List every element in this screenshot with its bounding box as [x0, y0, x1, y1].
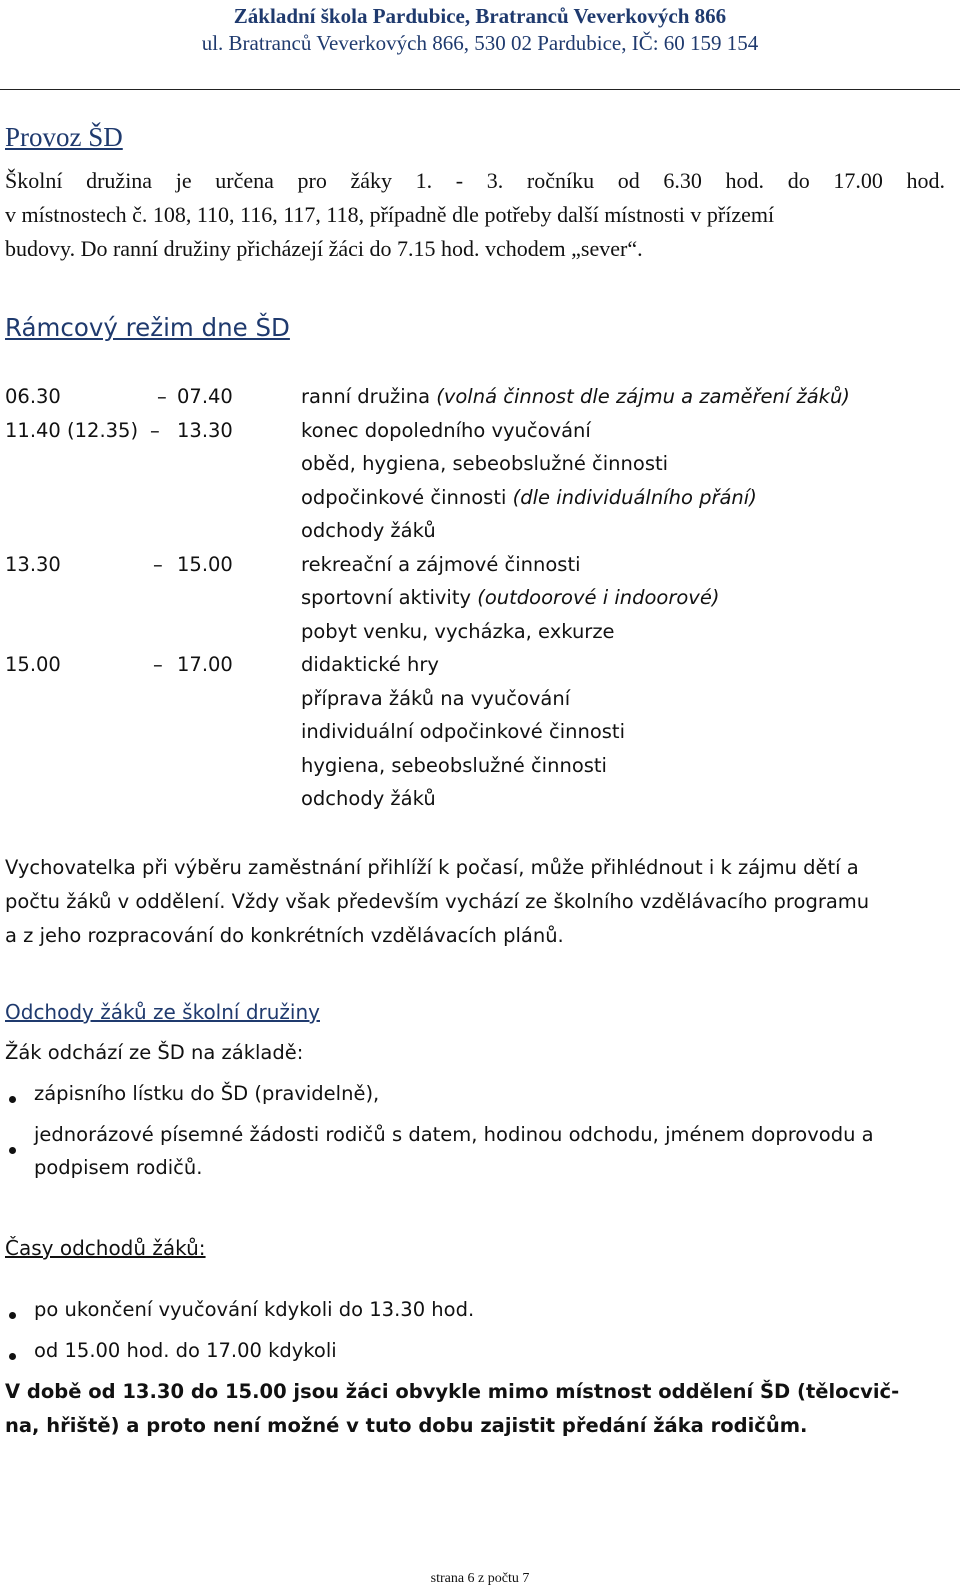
- school-address: ul. Bratranců Veverkových 866, 530 02 Pardubice, IČ: 60 159 154: [201, 31, 759, 55]
- list-item-continuation: podpisem rodičů.: [34, 1156, 203, 1179]
- schedule-dash: –: [150, 418, 160, 442]
- schedule-activity: [301, 385, 850, 408]
- schedule-activity: [301, 419, 591, 442]
- schedule-dash: –: [157, 385, 167, 408]
- schedule-activity: [301, 653, 439, 676]
- bullet-icon: [9, 1147, 16, 1154]
- schedule-activity-text: odpočinkové činnosti: [301, 485, 513, 509]
- schedule-activity-text: didaktické hry: [301, 653, 439, 676]
- bullet-icon: [9, 1312, 16, 1319]
- schedule-time-end: 15.00: [177, 552, 233, 576]
- schedule-time-start: 11.40 (12.35): [5, 418, 139, 442]
- schedule-activity: [301, 720, 625, 743]
- section-title-odchody: Odchody žáků ze školní družiny: [5, 1000, 320, 1024]
- schedule-activity-note: (volná činnost dle zájmu a zaměření žáků): [436, 385, 850, 408]
- schedule-activity: [301, 586, 719, 609]
- schedule-dash: –: [153, 552, 163, 576]
- note-line: na, hřiště) a proto není možné v tuto dobu zajistit předání žáka rodičům.: [5, 1414, 808, 1437]
- schedule-activity-text: sportovní aktivity: [301, 586, 478, 609]
- schedule-activity: [301, 754, 607, 777]
- schedule-time-end: 07.40: [177, 385, 233, 408]
- schedule-activity: [301, 486, 757, 509]
- schedule-activity: [301, 452, 668, 475]
- provoz-line: budovy. Do ranní družiny přicházejí žáci do 7.15 hod. vchodem „sever“.: [5, 236, 643, 261]
- schedule-activity-text: konec dopoledního vyučování: [301, 418, 591, 442]
- schedule-activity-text: hygiena, sebeobslužné činnosti: [301, 753, 607, 777]
- list-item: od 15.00 hod. do 17.00 kdykoli: [34, 1339, 337, 1362]
- schedule-activity: [301, 519, 436, 542]
- note-line: V době od 13.30 do 15.00 jsou žáci obvykle mimo místnost oddělení ŠD (tělocvič-: [5, 1380, 900, 1403]
- section-title-rezim: Rámcový režim dne ŠD: [5, 313, 290, 342]
- schedule-activity-note: (dle individuálního přání): [512, 485, 757, 509]
- list-item: po ukončení vyučování kdykoli do 13.30 hod.: [34, 1298, 475, 1321]
- schedule-activity: [301, 620, 615, 643]
- schedule-activity-note: (outdoorové i indoorové): [477, 586, 720, 609]
- odchody-intro: Žák odchází ze ŠD na základě:: [5, 1041, 304, 1064]
- schedule-activity: [301, 553, 581, 576]
- schedule-activity-text: rekreační a zájmové činnosti: [301, 552, 581, 576]
- paragraph-line: počtu žáků v oddělení. Vždy však především vychází ze školního vzdělávacího programu: [5, 890, 870, 913]
- schedule-activity-text: odchody žáků: [301, 787, 436, 810]
- paragraph-line: Vychovatelka při výběru zaměstnání přihlíží k počasí, může přihlédnout i k zájmu dětí a: [5, 856, 859, 879]
- bullet-icon: [9, 1353, 16, 1360]
- schedule-activity-text: příprava žáků na vyučování: [301, 686, 571, 710]
- list-item: zápisního lístku do ŠD (pravidelně),: [34, 1082, 380, 1105]
- header-divider: [0, 89, 960, 90]
- schedule-activity: [301, 687, 570, 710]
- schedule-time-end: 17.00: [177, 653, 233, 676]
- schedule-time-end: 13.30: [177, 418, 233, 442]
- schedule-activity-text: pobyt venku, vycházka, exkurze: [301, 619, 615, 643]
- paragraph-line: a z jeho rozpracování do konkrétních vzdělávacích plánů.: [5, 924, 564, 947]
- schedule-dash: –: [153, 653, 163, 676]
- schedule-time-start: 15.00: [5, 653, 61, 676]
- schedule-time-start: 06.30: [5, 385, 61, 408]
- section-title-provoz: Provoz ŠD: [5, 122, 123, 152]
- list-item: jednorázové písemné žádosti rodičů s datem, hodinou odchodu, jménem doprovodu a: [34, 1123, 874, 1146]
- schedule-activity-text: odchody žáků: [301, 519, 436, 542]
- provoz-line: v místnostech č. 108, 110, 116, 117, 118, případně dle potřeby další místnosti v přízemí: [5, 202, 775, 227]
- section-title-casy: Časy odchodů žáků:: [5, 1236, 206, 1260]
- schedule-activity-text: oběd, hygiena, sebeobslužné činnosti: [301, 452, 669, 475]
- schedule-activity-text: ranní družina: [301, 385, 437, 408]
- provoz-line: Školní družina je určena pro žáky 1. - 3. ročníku od 6.30 hod. do 17.00 hod.: [5, 168, 945, 193]
- schedule-time-start: 13.30: [5, 552, 61, 576]
- schedule-activity: [301, 787, 436, 810]
- school-name: Základní škola Pardubice, Bratranců Veverkových 866: [233, 4, 727, 28]
- bullet-icon: [9, 1096, 16, 1103]
- schedule-activity-text: individuální odpočinkové činnosti: [301, 720, 625, 743]
- page-number: strana 6 z počtu 7: [430, 1571, 530, 1586]
